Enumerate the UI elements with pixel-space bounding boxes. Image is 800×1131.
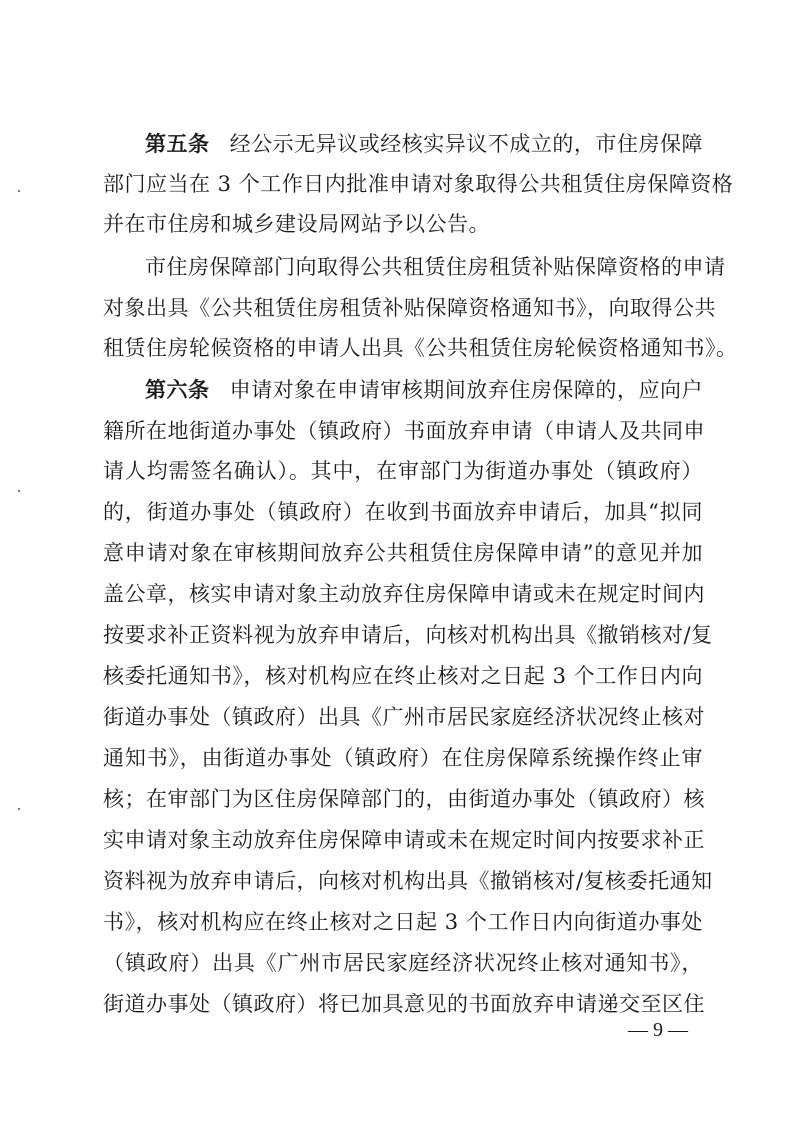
- article6-line-11: 核；在审部门为区住房保障部门的，由街道办事处（镇政府）核: [103, 787, 705, 811]
- article6-heading: 第六条: [145, 378, 210, 402]
- article5-line-2: 部门应当在 3 个工作日内批准申请对象取得公共租赁住房保障资格: [103, 172, 734, 196]
- article5-para2-line-1: 市住房保障部门向取得公共租赁住房租赁补贴保障资格的申请: [145, 255, 726, 279]
- article5-line-1: [103, 124, 703, 164]
- article5-line-3: 并在市住房和城乡建设局网站予以公告。: [103, 212, 490, 236]
- article6-line-6: 盖公章，核实申请对象主动放弃住房保障申请或未在规定时间内: [103, 582, 705, 606]
- article5-para2-line-2: 对象出具《公共租赁住房租赁补贴保障资格通知书》，向取得公共: [103, 296, 716, 320]
- article6-line-3: 请人均需签名确认）。其中，在审部门为街道办事处（镇政府）: [103, 459, 703, 483]
- article6-line-13: 资料视为放弃申请后，向核对机构出具《撤销核对/复核委托通知: [103, 869, 713, 893]
- article6-line-1: [103, 370, 703, 410]
- page-number: — 9 —: [628, 1019, 688, 1041]
- scan-mark: [18, 808, 20, 810]
- article5-heading: 第五条: [145, 132, 210, 156]
- article6-line-9: 街道办事处（镇政府）出具《广州市居民家庭经济状况终止核对: [103, 705, 705, 729]
- article6-line-2: 籍所在地街道办事处（镇政府）书面放弃申请（申请人及共同申: [103, 419, 705, 443]
- article6-line-15: （镇政府）出具《广州市居民家庭经济状况终止核对通知书》，: [103, 951, 703, 975]
- article6-text-1: 申请对象在申请审核期间放弃住房保障的，应向户: [229, 378, 704, 402]
- scan-mark: [18, 190, 20, 192]
- article6-line-12: 实申请对象主动放弃住房保障申请或未在规定时间内按要求补正: [103, 828, 705, 852]
- article5-text-1: 经公示无异议或经核实异议不成立的，市住房保障: [229, 132, 704, 156]
- article6-line-7: 按要求补正资料视为放弃申请后，向核对机构出具《撤销核对/复: [103, 623, 713, 647]
- article6-line-10: 通知书》，由街道办事处（镇政府）在住房保障系统操作终止审: [103, 746, 703, 770]
- article6-line-8: 核委托通知书》，核对机构应在终止核对之日起 3 个工作日内向: [103, 664, 703, 688]
- article6-line-5: 意申请对象在审核期间放弃公共租赁住房保障申请”的意见并加: [103, 541, 703, 565]
- scan-mark: [18, 490, 20, 492]
- article6-line-16: 街道办事处（镇政府）将已加具意见的书面放弃申请递交至区住: [103, 992, 705, 1016]
- article6-line-4: 的，街道办事处（镇政府）在收到书面放弃申请后，加具“拟同: [103, 500, 703, 524]
- article5-para2-line-3: 租赁住房轮候资格的申请人出具《公共租赁住房轮候资格通知书》。: [103, 336, 738, 360]
- article6-line-14: 书》，核对机构应在终止核对之日起 3 个工作日内向街道办事处: [103, 910, 703, 934]
